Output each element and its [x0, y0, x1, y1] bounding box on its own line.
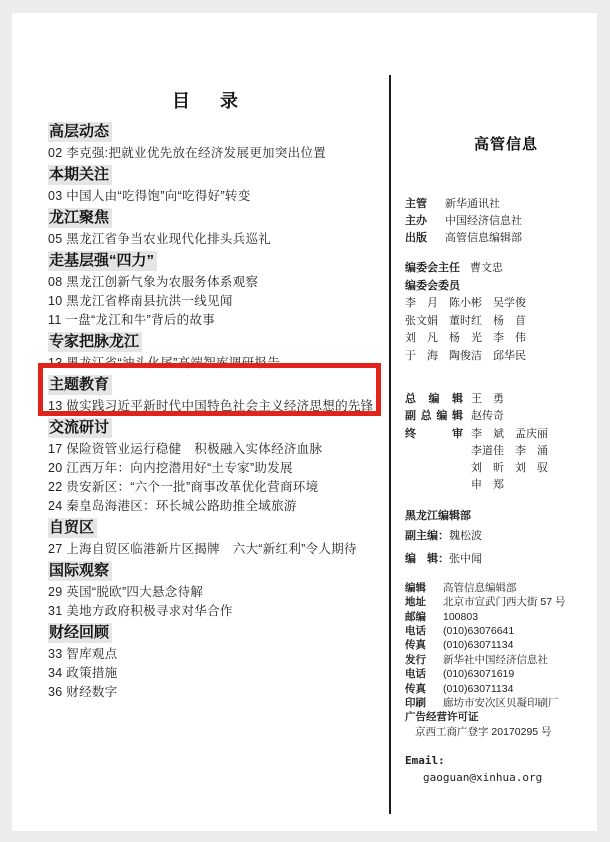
row-label: 编 辑：: [405, 552, 449, 565]
toc-section-header: [48, 518, 378, 538]
toc-entry: 08 黑龙江创新气象为农服务体系观察: [48, 275, 259, 289]
toc-section-zimaoqu: [48, 518, 378, 557]
toc-entry: 20 江西万年：向内挖潜用好“土专家”助发展: [48, 461, 293, 475]
row-value: 李 斌 孟庆丽: [471, 427, 548, 440]
heilongjiang-dept-block: [405, 508, 607, 571]
license-value: 京西工商广登字 20170295 号: [415, 725, 552, 738]
row-label: 副主编：: [405, 529, 449, 542]
committee-member-row: 于 海 陶俊洁 邱华民: [405, 349, 526, 362]
toc-section-header: [48, 375, 378, 395]
row-value: 北京市宣武门西大街 57 号: [443, 596, 566, 609]
masthead-title: 高管信息: [473, 136, 538, 153]
toc-section-header-label: 交流研讨: [48, 418, 112, 438]
masthead-row: [405, 610, 607, 624]
toc-entry: 24 秦皇岛海港区：环长城公路助推全域旅游: [48, 499, 297, 513]
toc-entry: 29 英国“脱欧”四大悬念待解: [48, 585, 204, 599]
row-value: (010)63071134: [443, 639, 514, 652]
row-value: 张中闻: [449, 552, 482, 565]
toc-section-header: [48, 251, 378, 271]
contact-block: [405, 581, 607, 739]
toc-entry: 33 智库观点: [48, 647, 118, 661]
row-label: 地址: [405, 596, 426, 609]
toc-section-header-label: 专家把脉龙江: [48, 332, 142, 352]
toc-section-header-label: 国际观察: [48, 561, 112, 581]
row-value: 曹文忠: [470, 262, 503, 274]
row-value: 刘 昕 刘 驭: [471, 462, 548, 475]
row-value: 新华社中国经济信息社: [443, 653, 548, 666]
row-label: 电话: [405, 668, 426, 681]
toc-section-header: [48, 208, 378, 228]
toc-entry: 03 中国人由“吃得饱”向“吃得好”转变: [48, 189, 251, 203]
toc-section-longjiang: [48, 208, 378, 247]
row-label: 主管: [405, 198, 427, 210]
toc-section-jiaoliu: [48, 418, 378, 514]
masthead-row: [405, 624, 607, 638]
masthead-row: [405, 682, 607, 696]
row-label: [405, 443, 463, 460]
toc-section-header-label: 本期关注: [48, 165, 112, 185]
row-value: (010)63071134: [443, 682, 514, 695]
toc-section-zhutijiaoyu: [48, 375, 378, 414]
editorial-committee-block: [405, 260, 607, 365]
editors-block: [405, 391, 607, 495]
toc-section-header-label: 龙江聚焦: [48, 208, 112, 228]
toc-entry: 13 做实践习近平新时代中国特色社会主义经济思想的先锋: [48, 399, 374, 413]
toc-entry: 13 黑龙江省“油头化尾”高端智库调研报告: [48, 356, 281, 370]
toc-section-zoujiceng: [48, 251, 378, 328]
email-address: gaoguan@xinhua.org: [423, 771, 543, 785]
masthead-row: [405, 460, 607, 477]
email-block: [405, 753, 607, 787]
masthead-row: [405, 548, 607, 571]
row-label: 电话: [405, 625, 426, 637]
column-divider-line: [389, 75, 391, 814]
toc-section-guoji: [48, 561, 378, 619]
masthead-row: [405, 667, 607, 681]
row-label: 终 审: [405, 427, 463, 440]
toc-section-gaoceng: [48, 122, 378, 161]
row-label: 发行: [405, 653, 426, 666]
row-label: 编辑: [405, 581, 426, 594]
row-label: [405, 460, 463, 477]
row-label: 印刷: [405, 697, 426, 710]
toc-entry: 31 美地方政府积极寻求对华合作: [48, 604, 233, 618]
license-label: 广告经营许可证: [405, 711, 479, 724]
masthead-row: [405, 443, 607, 460]
toc-entry: 34 政策措施: [48, 666, 118, 680]
row-label: 副总编辑: [405, 410, 463, 423]
masthead-row: [405, 581, 607, 595]
masthead-column: [405, 128, 607, 787]
toc-entry: 10 黑龙江省桦南县抗洪一线见闻: [48, 294, 233, 308]
row-value: 中国经济信息社: [445, 215, 522, 227]
masthead-row: [405, 696, 607, 710]
toc-section-header-label: 财经回顾: [48, 623, 112, 643]
row-label: [405, 477, 463, 494]
row-value: (010)63076641: [443, 625, 515, 637]
row-value: (010)63071619: [443, 668, 515, 681]
toc-section-header: [48, 418, 378, 438]
masthead-row: [405, 525, 607, 548]
committee-members-heading: [405, 278, 607, 296]
toc-section-caijing: [48, 623, 378, 700]
toc-entry: 02 李克强:把就业优先放在经济发展更加突出位置: [48, 146, 327, 160]
row-label: 主办: [405, 215, 427, 227]
toc-section-header: [48, 332, 378, 352]
row-label: 编委会主任: [405, 262, 460, 274]
masthead-row: [405, 638, 607, 652]
row-label: 邮编: [405, 610, 426, 623]
toc-section-header-label: 自贸区: [48, 518, 97, 538]
row-value: 廊坊市安次区贝凝印刷厂: [443, 697, 559, 710]
toc-entry: 36 财经数字: [48, 685, 118, 699]
toc-section-zhuanjia: [48, 332, 378, 371]
row-value: 新华通讯社: [445, 198, 500, 210]
masthead-row: [405, 391, 607, 408]
dept-title: 黑龙江编辑部: [405, 509, 471, 522]
publisher-block: [405, 196, 607, 247]
row-value: 高管信息编辑部: [445, 232, 522, 244]
row-value: 魏松波: [449, 529, 482, 542]
row-label: 出版: [405, 232, 427, 244]
toc-column: [48, 120, 378, 704]
toc-entry: 17 保险资管业运行稳健 积极融入实体经济血脉: [48, 442, 323, 456]
toc-entry: 05 黑龙江省争当农业现代化排头兵巡礼: [48, 232, 272, 246]
email-label: Email:: [405, 754, 445, 768]
row-label: 传真: [405, 682, 426, 695]
masthead-row: [405, 230, 607, 247]
row-value: 王 勇: [471, 393, 504, 405]
toc-section-header: [48, 165, 378, 185]
toc-section-header-label: 高层动态: [48, 122, 112, 142]
masthead-row: [405, 653, 607, 667]
row-value: 李道佳 李 涌: [471, 444, 548, 457]
masthead-row: [405, 196, 607, 213]
row-value: 100803: [443, 610, 479, 623]
row-label: 总 编 辑: [405, 393, 463, 405]
masthead-row: [405, 408, 607, 425]
masthead-row: [405, 477, 607, 494]
committee-member-row: 刘 凡 杨 光 李 伟: [405, 332, 526, 344]
toc-entry: 27 上海自贸区临港新片区揭牌 六大“新红利”令人期待: [48, 542, 357, 556]
committee-member-row: 李 月 陈小彬 吴学俊: [405, 297, 526, 309]
row-value: 高管信息编辑部: [443, 581, 517, 594]
masthead-row: [405, 426, 607, 443]
row-label: 编委会委员: [405, 279, 460, 292]
row-label: 传真: [405, 639, 426, 652]
toc-title: 目 录: [172, 91, 244, 111]
masthead-row: [405, 213, 607, 230]
committee-chair-row: [405, 260, 607, 278]
toc-entry: 22 贵安新区：“六个一批”商事改革优化营商环境: [48, 480, 319, 494]
row-value: 赵传奇: [471, 410, 504, 423]
row-value: 申 郑: [471, 479, 504, 492]
toc-section-header: [48, 561, 378, 581]
toc-section-header: [48, 122, 378, 142]
committee-member-row: 张文娟 董时红 杨 苜: [405, 314, 526, 327]
toc-section-header-label: 走基层强“四力”: [48, 251, 157, 271]
toc-entry: 11 一盘“龙江和牛”背后的故事: [48, 313, 216, 327]
masthead-row: [405, 595, 607, 609]
magazine-page: [12, 13, 597, 831]
toc-section-header: [48, 623, 378, 643]
toc-section-header-label: 主题教育: [48, 375, 112, 395]
toc-section-benqi: [48, 165, 378, 204]
